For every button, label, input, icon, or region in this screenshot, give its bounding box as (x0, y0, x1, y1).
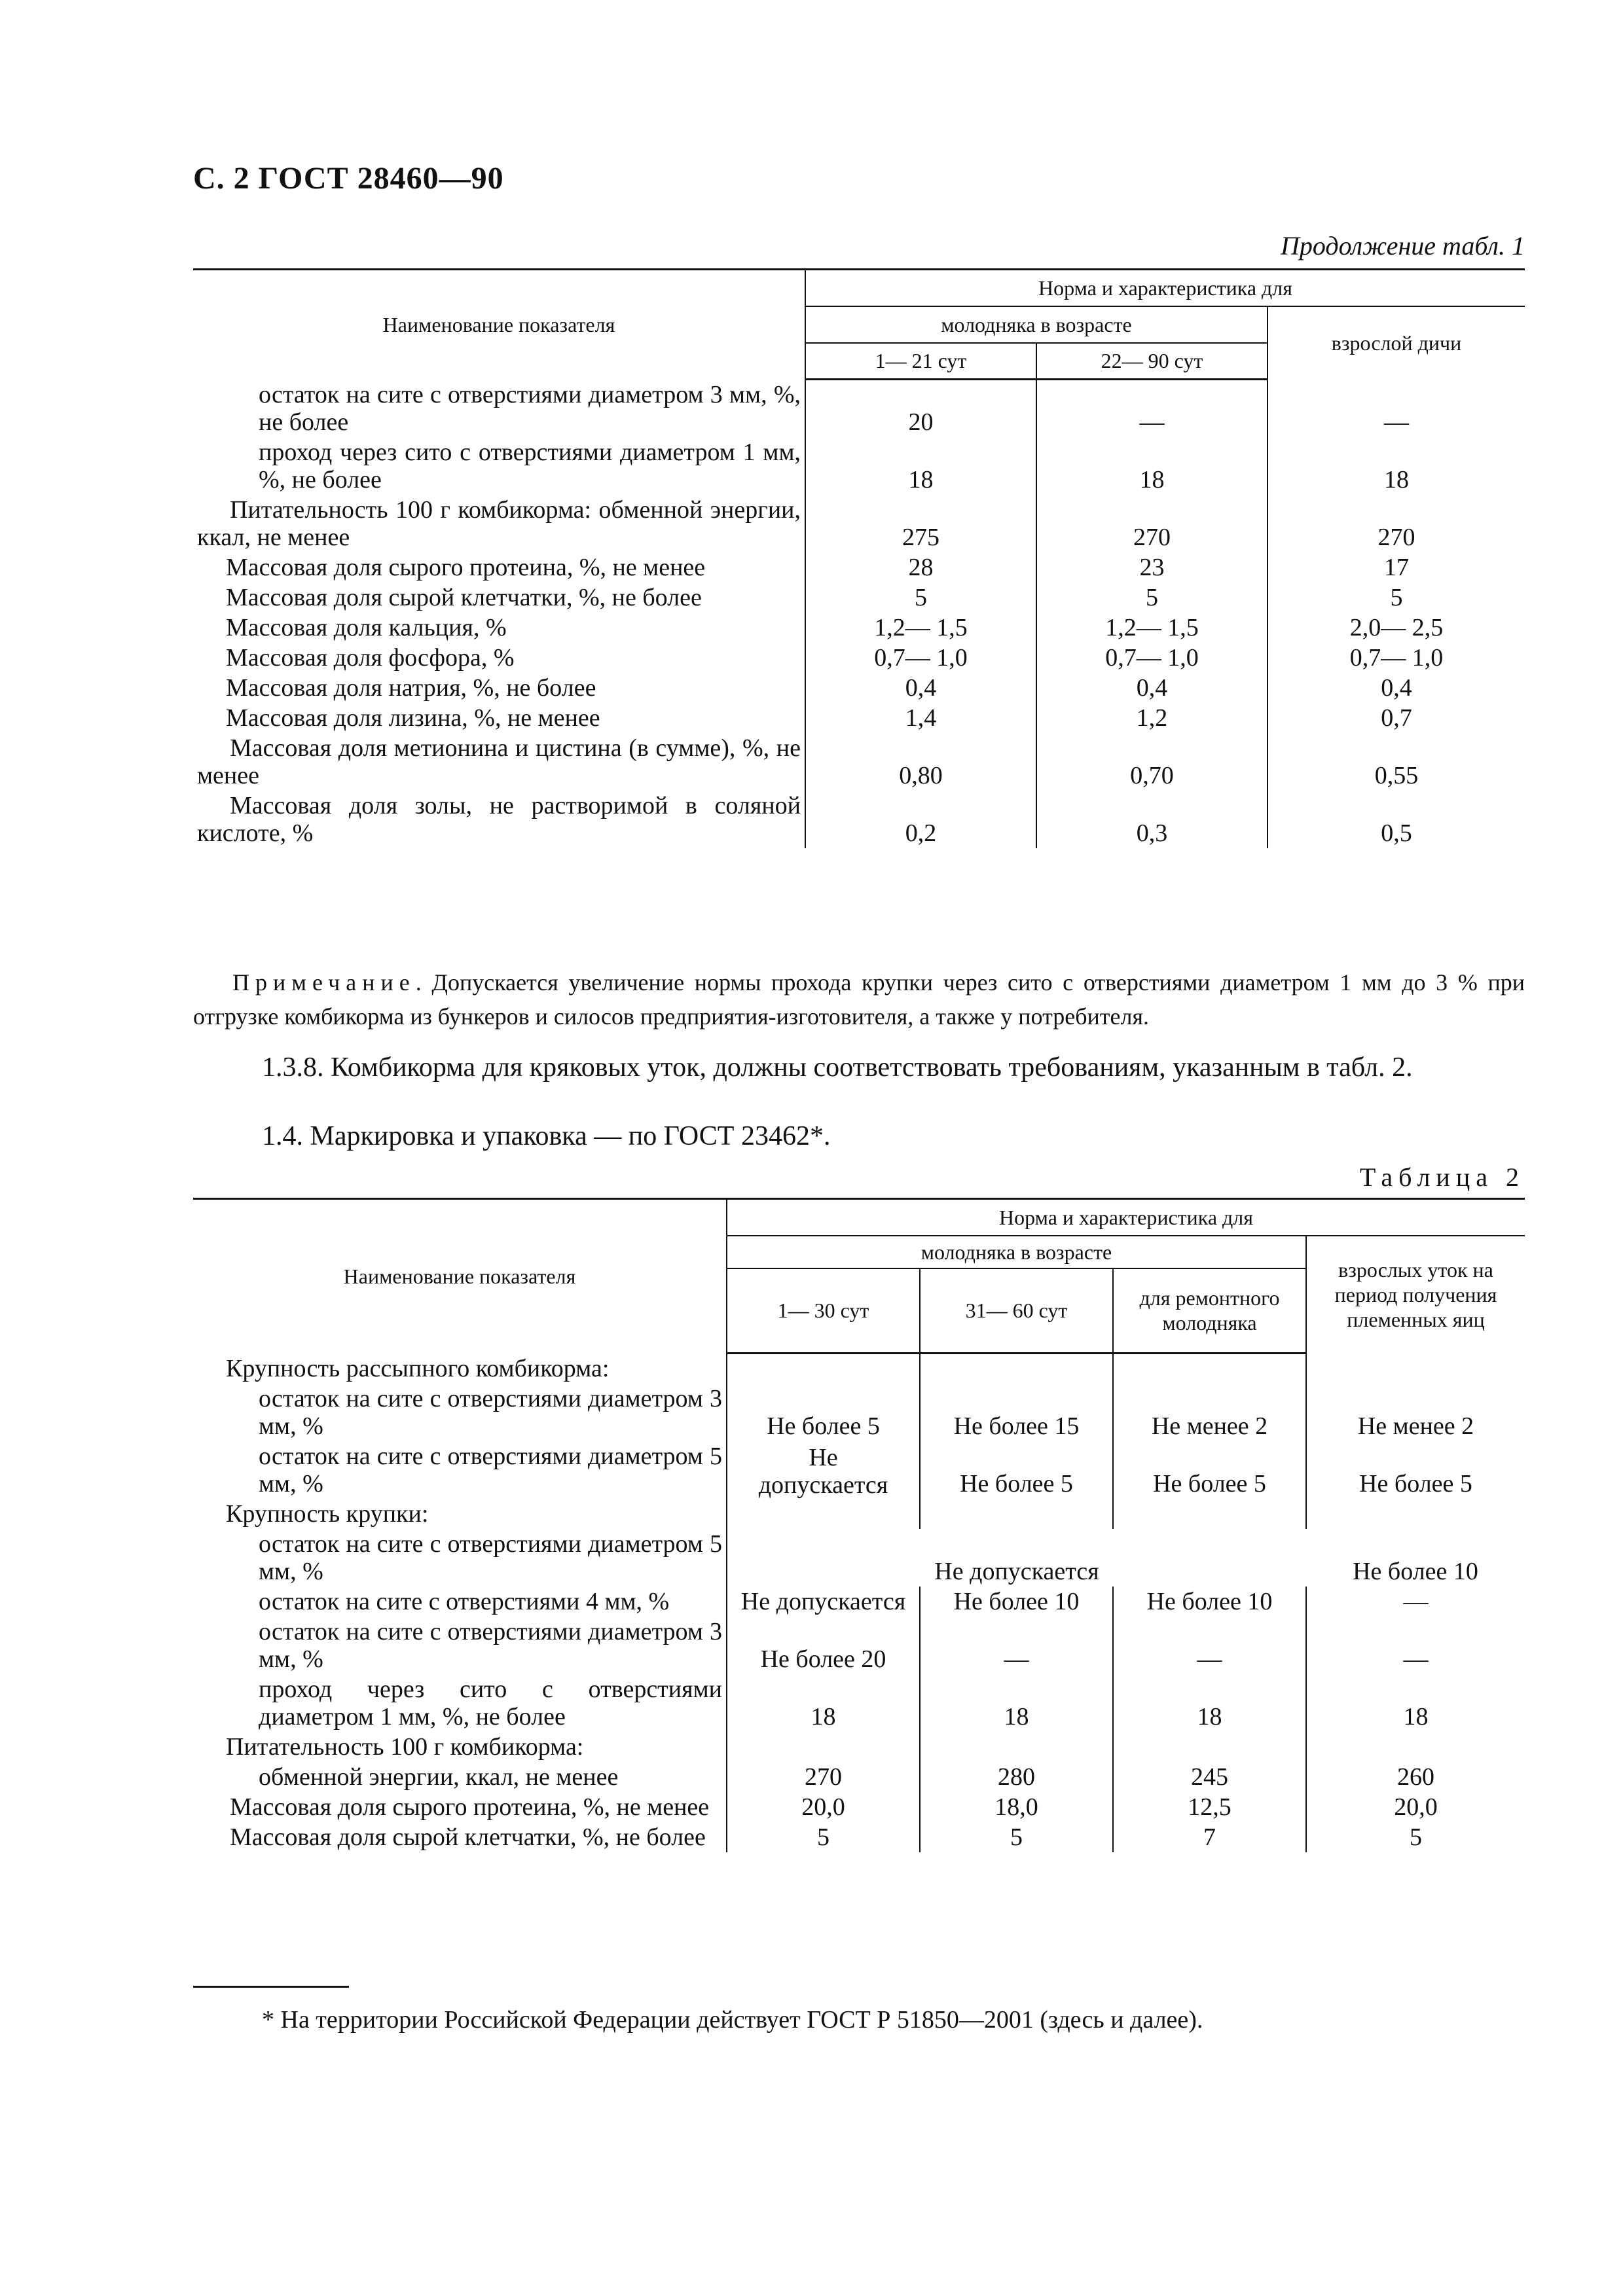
cell-value: Не более 5 (727, 1384, 920, 1441)
table-row (193, 673, 1525, 703)
cell-value: Не более 10 (1353, 1557, 1478, 1585)
cell-empty (920, 1499, 1113, 1529)
row-name: Массовая доля золы, не растворимой в соляной кислоте, % (197, 791, 801, 847)
cell-value: 20,0 (1306, 1792, 1525, 1822)
cell-value: 0,4 (1267, 673, 1525, 703)
cell-value: 0,80 (805, 733, 1036, 791)
cell-value: — (1306, 1617, 1525, 1674)
row-name: Питательность 100 г комбикорма: обменной энергии, ккал, не менее (197, 495, 801, 551)
cell-value: Не более 10 (920, 1587, 1113, 1617)
cell-empty (1306, 1354, 1525, 1384)
table-row (193, 583, 1525, 613)
row-name: Массовая доля метионина и цистина (в сумме), %, не менее (197, 734, 801, 789)
table-row (193, 1762, 1525, 1792)
table-row (193, 552, 1525, 583)
table-row (193, 1617, 1525, 1674)
table2-caption: Таблица 2 (1359, 1162, 1525, 1192)
cell-value: 18 (920, 1674, 1113, 1732)
cell-value: 0,5 (1267, 791, 1525, 848)
table-row (193, 1792, 1525, 1822)
cell-value: 5 (805, 583, 1036, 613)
cell-value: 0,55 (1267, 733, 1525, 791)
row-name: проход через сито с отверстиями диаметром 1 мм, %, не более (259, 1675, 722, 1731)
row-name: Массовая доля сырой клетчатки, %, не более (230, 1823, 706, 1851)
section-title: Крупность рассыпного комбикорма: (226, 1354, 610, 1382)
table-row (193, 1587, 1525, 1617)
cell-value: 12,5 (1113, 1792, 1306, 1822)
table1-col-name-header: Наименование показателя (193, 270, 805, 380)
row-name: Массовая доля сырой клетчатки, %, не более (226, 583, 702, 611)
section-title: Крупность крупки: (226, 1499, 429, 1528)
row-name: Массовая доля фосфора, % (226, 643, 515, 672)
row-name: Массовая доля кальция, % (226, 613, 507, 641)
cell-value: 18 (727, 1674, 920, 1732)
cell-empty (1306, 1499, 1525, 1529)
cell-value: 20 (805, 380, 1036, 437)
cell-value: 0,7— 1,0 (1267, 643, 1525, 673)
table2-col-name-header: Наименование показателя (193, 1199, 727, 1354)
cell-value: — (1036, 380, 1267, 437)
footnote: * На территории Российской Федерации действует ГОСТ Р 51850—2001 (здесь и далее). (262, 2006, 1203, 2034)
cell-value: Не более 5 (1306, 1441, 1525, 1499)
cell-value: 0,7 (1267, 703, 1525, 733)
cell-value: 0,4 (1036, 673, 1267, 703)
cell-value: 18 (1306, 1674, 1525, 1732)
table-continuation-caption: Продолжение табл. 1 (1280, 231, 1525, 260)
table-row (193, 437, 1525, 495)
cell-value: 5 (727, 1822, 920, 1852)
cell-value: 1,4 (805, 703, 1036, 733)
table1-norm-header: Норма и характеристика для (805, 270, 1525, 306)
cell-empty (1113, 1499, 1306, 1529)
note-text: . Допускается увеличение нормы прохода крупки через сито с отверстиями диаметром 1 мм до 3 % при отгрузке комбикорма из бункеров и силосов предприятия-изготовителя, а также у потребителя. (193, 969, 1525, 1030)
paragraph-1-3-8: 1.3.8. Комбикорма для кряковых уток, должны соответствовать требованиям, указанным в табл. 2. (262, 1052, 1413, 1083)
footnote-separator (193, 1986, 349, 1988)
cell-value: Не допускается (727, 1587, 920, 1617)
cell-value: 17 (1267, 552, 1525, 583)
table1-age1-header: 1— 21 сут (805, 343, 1036, 380)
row-name: Массовая доля сырого протеина, %, не менее (226, 553, 706, 581)
cell-value: 18 (1113, 1674, 1306, 1732)
cell-value: 0,70 (1036, 733, 1267, 791)
cell-value: 28 (805, 552, 1036, 583)
page-header: С. 2 ГОСТ 28460—90 (193, 161, 504, 196)
table-row (193, 643, 1525, 673)
cell-empty (1113, 1732, 1306, 1762)
table1-note (193, 965, 1525, 1033)
cell-value: Не более 5 (920, 1441, 1113, 1499)
table-row (193, 1674, 1525, 1732)
table-row (193, 733, 1525, 791)
table-row (193, 380, 1525, 437)
table-row (193, 613, 1525, 643)
row-name: обменной энергии, ккал, не менее (259, 1763, 619, 1791)
cell-value-merged: Не допускается (727, 1529, 1306, 1587)
cell-empty (1113, 1354, 1306, 1384)
cell-value: Не менее 2 (1306, 1384, 1525, 1441)
cell-value: 20,0 (727, 1792, 920, 1822)
table2-age3-header: для ремонтного молодняка (1113, 1268, 1306, 1354)
row-name: проход через сито с отверстиями диаметром 1 мм, %, не более (259, 438, 801, 493)
cell-empty (920, 1354, 1113, 1384)
table-section-row (193, 1732, 1525, 1762)
row-name: остаток на сите с отверстиями диаметром 5 мм, % (259, 1442, 722, 1498)
table1-age2-header: 22— 90 сут (1036, 343, 1267, 380)
table2-young-header: молодняка в возрасте (727, 1236, 1306, 1268)
cell-value: 23 (1036, 552, 1267, 583)
cell-value: 270 (1036, 495, 1267, 552)
table-1 (193, 268, 1525, 848)
row-name: остаток на сите с отверстиями диаметром 3 мм, % (259, 1617, 722, 1673)
cell-value: Не более 10 (1113, 1587, 1306, 1617)
cell-value: Не допускается (727, 1441, 920, 1499)
cell-value: Не менее 2 (1113, 1384, 1306, 1441)
table-row (193, 1441, 1525, 1499)
cell-value: 18,0 (920, 1792, 1113, 1822)
table2-adult-header: взрослых уток на период получения племенных яиц (1306, 1236, 1525, 1354)
cell-value: 270 (727, 1762, 920, 1792)
cell-empty (1306, 1732, 1525, 1762)
row-name: остаток на сите с отверстиями диаметром 3 мм, % (259, 1384, 722, 1440)
row-name: остаток на сите с отверстиями 4 мм, % (259, 1587, 670, 1615)
paragraph-1-4: 1.4. Маркировка и упаковка — по ГОСТ 23462*. (262, 1121, 831, 1151)
table1-adult-header: взрослой дичи (1267, 306, 1525, 380)
cell-value: Не более 15 (920, 1384, 1113, 1441)
cell-empty (727, 1732, 920, 1762)
cell-value: 18 (805, 437, 1036, 495)
cell-value: Не более 20 (727, 1617, 920, 1674)
table-row (193, 495, 1525, 552)
row-name: Массовая доля лизина, %, не менее (226, 704, 600, 732)
cell-value: — (920, 1617, 1113, 1674)
cell-value: 0,2 (805, 791, 1036, 848)
cell-value: 18 (1036, 437, 1267, 495)
cell-value: 275 (805, 495, 1036, 552)
row-name: Массовая доля натрия, %, не более (226, 673, 596, 702)
row-name: остаток на сите с отверстиями диаметром 5 мм, % (259, 1530, 722, 1585)
cell-value: 0,4 (805, 673, 1036, 703)
cell-value: — (1267, 380, 1525, 437)
cell-value: 2,0— 2,5 (1267, 613, 1525, 643)
cell-empty (727, 1499, 920, 1529)
cell-value: 280 (920, 1762, 1113, 1792)
cell-value: 0,3 (1036, 791, 1267, 848)
table-row (193, 1822, 1525, 1852)
cell-value: 5 (1306, 1822, 1525, 1852)
table-section-row (193, 1354, 1525, 1384)
table-row (193, 1529, 1525, 1587)
row-name: остаток на сите с отверстиями диаметром 3 мм, %, не более (259, 380, 801, 436)
table-row (193, 703, 1525, 733)
cell-value: 5 (1267, 583, 1525, 613)
cell-value: 18 (1267, 437, 1525, 495)
cell-empty (727, 1354, 920, 1384)
cell-value: 5 (920, 1822, 1113, 1852)
table1-young-header: молодняка в возрасте (805, 306, 1267, 343)
table-section-row (193, 1499, 1525, 1529)
cell-value: 0,7— 1,0 (805, 643, 1036, 673)
cell-value: — (1306, 1587, 1525, 1617)
row-name: Массовая доля сырого протеина, %, не менее (230, 1793, 710, 1821)
cell-value: 1,2 (1036, 703, 1267, 733)
cell-value: 245 (1113, 1762, 1306, 1792)
table-2 (193, 1198, 1525, 1852)
cell-value: 270 (1267, 495, 1525, 552)
table-row (193, 1384, 1525, 1441)
table2-norm-header: Норма и характеристика для (727, 1199, 1525, 1236)
cell-value: 7 (1113, 1822, 1306, 1852)
cell-value: Не более 5 (1113, 1441, 1306, 1499)
cell-value: 0,7— 1,0 (1036, 643, 1267, 673)
cell-value: — (1113, 1617, 1306, 1674)
cell-empty (920, 1732, 1113, 1762)
table-row (193, 791, 1525, 848)
cell-value: 1,2— 1,5 (1036, 613, 1267, 643)
note-label: Примечание (232, 969, 416, 996)
section-title: Питательность 100 г комбикорма: (226, 1732, 584, 1761)
cell-value: 5 (1036, 583, 1267, 613)
cell-value: 1,2— 1,5 (805, 613, 1036, 643)
table2-age2-header: 31— 60 сут (920, 1268, 1113, 1354)
cell-value: 260 (1306, 1762, 1525, 1792)
table2-age1-header: 1— 30 сут (727, 1268, 920, 1354)
